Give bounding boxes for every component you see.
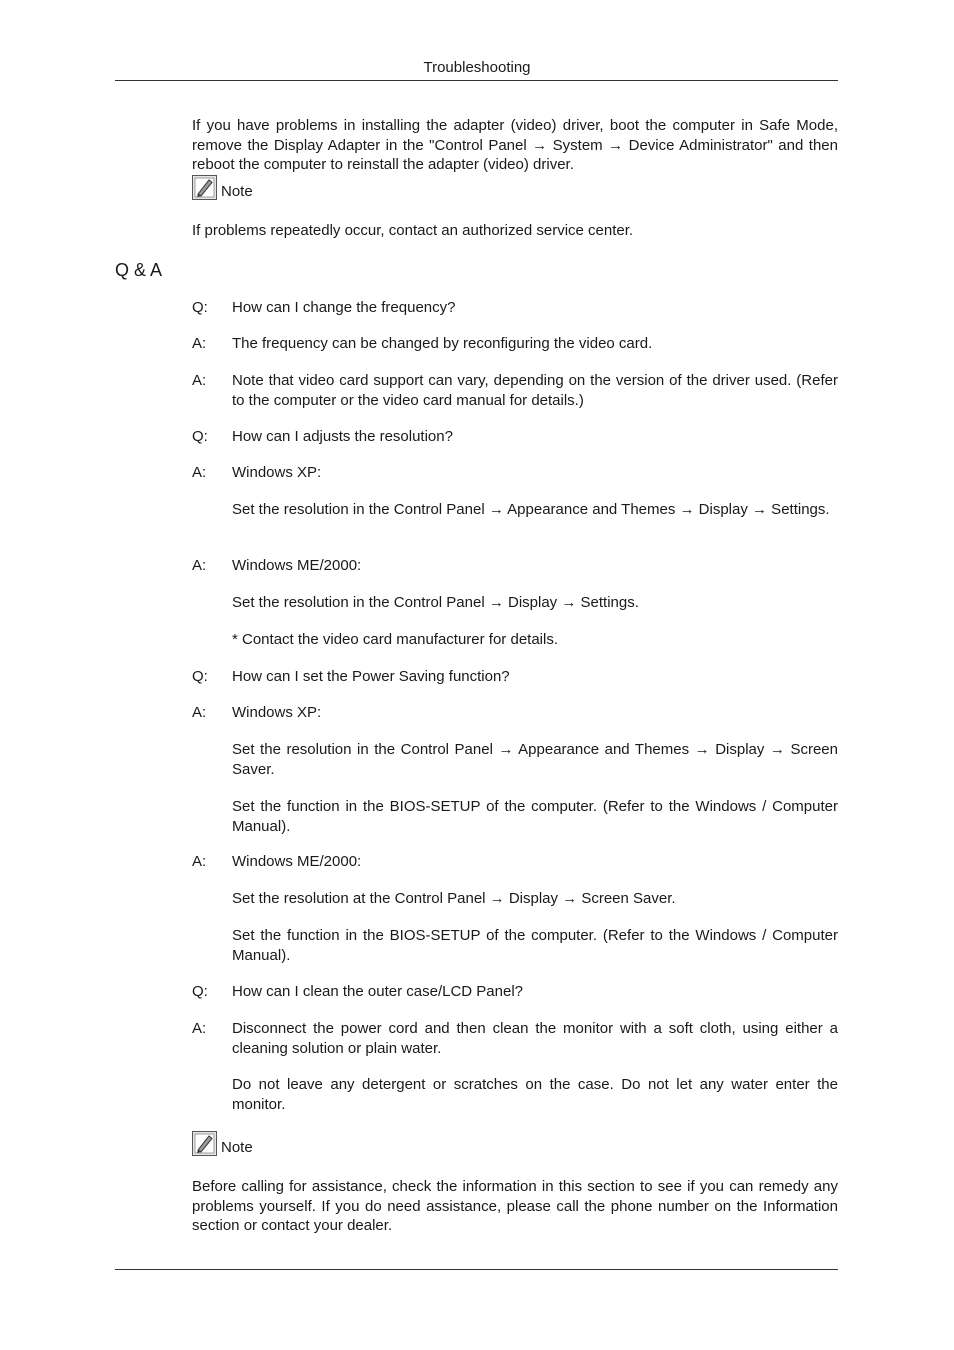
qa-sub-paragraph: Set the resolution at the Control Panel → Display → Screen Saver. <box>232 890 676 907</box>
qa-item <box>192 427 838 447</box>
qa-item <box>192 1019 838 1058</box>
qa-item <box>192 703 838 723</box>
qa-sub-paragraph: Set the resolution in the Control Panel → Appearance and Themes → Display → Screen Saver. <box>232 741 838 778</box>
qa-label: A: <box>192 464 207 481</box>
note-block-1 <box>192 175 253 200</box>
qa-label: A: <box>192 704 207 721</box>
note-label: Note <box>221 183 253 200</box>
qa-text: How can I set the Power Saving function? <box>232 668 510 685</box>
qa-label: Q: <box>192 668 208 685</box>
qa-item <box>192 852 838 872</box>
header-divider <box>115 80 838 81</box>
qa-sub-paragraph: Do not leave any detergent or scratches on the case. Do not let any water enter the monitor. <box>232 1076 838 1113</box>
qa-text: How can I clean the outer case/LCD Panel? <box>232 983 523 1000</box>
qa-item <box>192 982 838 1002</box>
qa-label: A: <box>192 853 207 870</box>
qa-label: Q: <box>192 983 208 1000</box>
qa-sub-paragraph: Set the function in the BIOS-SETUP of the computer. (Refer to the Windows / Computer Manual). <box>232 927 838 964</box>
qa-text: How can I adjusts the resolution? <box>232 428 453 445</box>
qa-item <box>192 556 838 576</box>
qa-text: The frequency can be changed by reconfiguring the video card. <box>232 335 653 352</box>
qa-label: A: <box>192 557 207 574</box>
qa-label: A: <box>192 1020 207 1037</box>
qa-text: Windows ME/2000: <box>232 853 362 870</box>
qa-sub-paragraph: Set the resolution in the Control Panel → Display → Settings. <box>232 594 639 611</box>
qa-text: Windows XP: <box>232 464 322 481</box>
qa-text: Windows XP: <box>232 704 322 721</box>
qa-sub-paragraph: Set the resolution in the Control Panel → Appearance and Themes → Display → Settings. <box>232 501 830 518</box>
note-label: Note <box>221 1139 253 1156</box>
note-block-2 <box>192 1131 253 1156</box>
intro-paragraph: If you have problems in installing the adapter (video) driver, boot the computer in Safe Mode, remove the Display Adapter in the "Control Panel → System → Device Administrator" and then reboot the computer to reinstall the adapter (video) driver. <box>192 117 838 173</box>
footer-divider <box>115 1269 838 1270</box>
qa-text: Note that video card support can vary, depending on the version of the driver used. (Refer to the computer or the video card manual for details.) <box>232 372 838 409</box>
section-title-qa: Q & A <box>115 260 163 280</box>
qa-label: A: <box>192 335 207 352</box>
qa-sub-paragraph: * Contact the video card manufacturer for details. <box>232 631 559 648</box>
qa-item <box>192 371 838 410</box>
qa-label: Q: <box>192 428 208 445</box>
page-header-title: Troubleshooting <box>423 59 531 76</box>
qa-item <box>192 334 838 354</box>
qa-text: How can I change the frequency? <box>232 299 456 316</box>
qa-item <box>192 667 838 687</box>
note-pencil-icon <box>192 175 217 200</box>
qa-text: Windows ME/2000: <box>232 557 362 574</box>
qa-text: Disconnect the power cord and then clean the monitor with a soft cloth, using either a cleaning solution or plain water. <box>232 1020 838 1057</box>
note-pencil-icon <box>192 1131 217 1156</box>
note-text-1: If problems repeatedly occur, contact an authorized service center. <box>192 222 634 239</box>
qa-item <box>192 463 838 483</box>
qa-label: Q: <box>192 299 208 316</box>
qa-item <box>192 298 838 318</box>
note-text-2: Before calling for assistance, check the information in this section to see if you can remedy any problems yourself. If you do need assistance, please call the phone number on the Information section or contact your dealer. <box>192 1178 838 1234</box>
qa-label: A: <box>192 372 207 389</box>
qa-sub-paragraph: Set the function in the BIOS-SETUP of the computer. (Refer to the Windows / Computer Manual). <box>232 798 838 835</box>
